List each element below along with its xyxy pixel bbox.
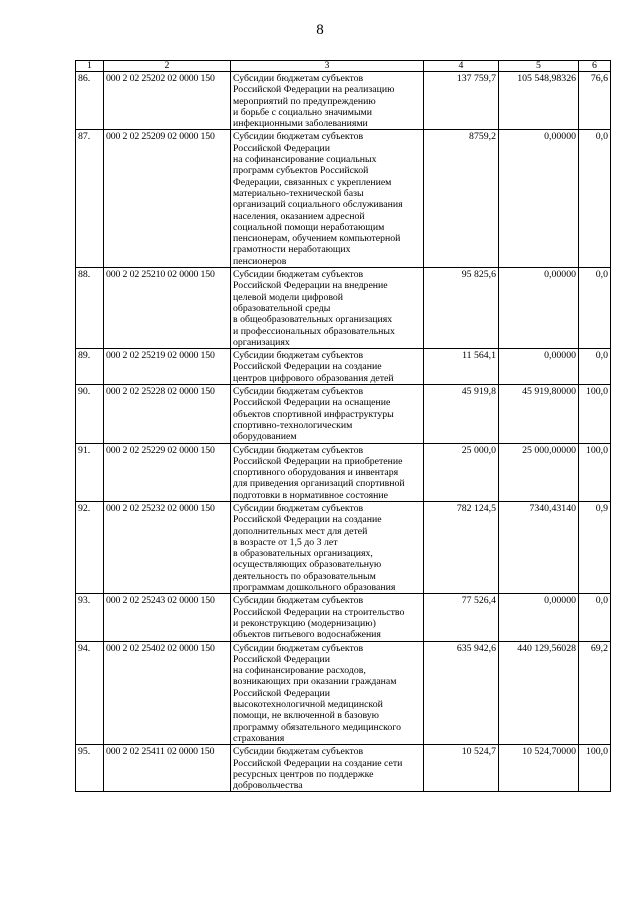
executed-amount: 0,00000 — [499, 130, 579, 268]
column-number-row — [76, 61, 611, 72]
table-row — [76, 130, 611, 268]
row-number: 89. — [76, 349, 104, 385]
approved-amount: 45 919,8 — [424, 385, 499, 443]
execution-percent: 0,9 — [579, 501, 611, 593]
table-row — [76, 641, 611, 745]
budget-code: 000 2 02 25228 02 0000 150 — [104, 385, 231, 443]
column-header: 4 — [424, 61, 499, 72]
revenue-description: Субсидии бюджетам субъектов Российской Федерации на внедрение целевой модели цифровой образовательной среды в общеобразовательных организациях и профессиональных образовательных организациях — [231, 268, 424, 349]
table-row — [76, 349, 611, 385]
execution-percent: 100,0 — [579, 745, 611, 792]
row-number: 87. — [76, 130, 104, 268]
row-number: 92. — [76, 501, 104, 593]
row-number: 91. — [76, 443, 104, 501]
table-row — [76, 385, 611, 443]
executed-amount: 45 919,80000 — [499, 385, 579, 443]
execution-percent: 0,0 — [579, 594, 611, 641]
execution-percent: 69,2 — [579, 641, 611, 745]
budget-code: 000 2 02 25210 02 0000 150 — [104, 268, 231, 349]
revenue-description: Субсидии бюджетам субъектов Российской Федерации на создание дополнительных мест для детей в возрасте от 1,5 до 3 лет в образовательных организациях, осуществляющих образовательную деятельность по образовательным программам дошкольного образования — [231, 501, 424, 593]
approved-amount: 635 942,6 — [424, 641, 499, 745]
table-row — [76, 745, 611, 792]
row-number: 88. — [76, 268, 104, 349]
executed-amount: 105 548,98326 — [499, 72, 579, 130]
column-header: 3 — [231, 61, 424, 72]
budget-code: 000 2 02 25243 02 0000 150 — [104, 594, 231, 641]
executed-amount: 440 129,56028 — [499, 641, 579, 745]
row-number: 95. — [76, 745, 104, 792]
approved-amount: 25 000,0 — [424, 443, 499, 501]
execution-percent: 100,0 — [579, 443, 611, 501]
table-row — [76, 268, 611, 349]
revenue-description: Субсидии бюджетам субъектов Российской Федерации на создание сети ресурсных центров по поддержке добровольчества — [231, 745, 424, 792]
approved-amount: 10 524,7 — [424, 745, 499, 792]
revenue-description: Субсидии бюджетам субъектов Российской Федерации на строительство и реконструкцию (модернизацию) объектов питьевого водоснабжения — [231, 594, 424, 641]
executed-amount: 0,00000 — [499, 594, 579, 641]
row-number: 93. — [76, 594, 104, 641]
executed-amount: 0,00000 — [499, 349, 579, 385]
table-row — [76, 72, 611, 130]
executed-amount: 25 000,00000 — [499, 443, 579, 501]
column-header: 5 — [499, 61, 579, 72]
budget-code: 000 2 02 25232 02 0000 150 — [104, 501, 231, 593]
budget-code: 000 2 02 25219 02 0000 150 — [104, 349, 231, 385]
row-number: 86. — [76, 72, 104, 130]
budget-table — [75, 60, 611, 792]
execution-percent: 100,0 — [579, 385, 611, 443]
revenue-description: Субсидии бюджетам субъектов Российской Федерации на софинансирование социальных программ субъектов Российской Федерации, связанных с укреплением материально-технической базы организаций социального обслуживания населения, оказанием адресной социальной помощи неработающим пенсионерам, обучением компьютерной грамотности неработающих пенсионеров — [231, 130, 424, 268]
execution-percent: 76,6 — [579, 72, 611, 130]
revenue-description: Субсидии бюджетам субъектов Российской Федерации на реализацию мероприятий по предупреждению и борьбе с социально значимыми инфекционными заболеваниями — [231, 72, 424, 130]
approved-amount: 782 124,5 — [424, 501, 499, 593]
column-header: 1 — [76, 61, 104, 72]
executed-amount: 10 524,70000 — [499, 745, 579, 792]
approved-amount: 8759,2 — [424, 130, 499, 268]
approved-amount: 95 825,6 — [424, 268, 499, 349]
revenue-description: Субсидии бюджетам субъектов Российской Федерации на софинансирование расходов, возникающих при оказании гражданам Российской Федерации высокотехнологичной медицинской помощи, не включенной в базовую программу обязательного медицинского страхования — [231, 641, 424, 745]
revenue-description: Субсидии бюджетам субъектов Российской Федерации на создание центров цифрового образования детей — [231, 349, 424, 385]
executed-amount: 7340,43140 — [499, 501, 579, 593]
page-number: 8 — [316, 22, 324, 38]
budget-code: 000 2 02 25202 02 0000 150 — [104, 72, 231, 130]
column-header: 6 — [579, 61, 611, 72]
budget-code: 000 2 02 25209 02 0000 150 — [104, 130, 231, 268]
revenue-description: Субсидии бюджетам субъектов Российской Федерации на оснащение объектов спортивной инфраструктуры спортивно-технологическим оборудованием — [231, 385, 424, 443]
execution-percent: 0,0 — [579, 268, 611, 349]
row-number: 90. — [76, 385, 104, 443]
executed-amount: 0,00000 — [499, 268, 579, 349]
revenue-description: Субсидии бюджетам субъектов Российской Федерации на приобретение спортивного оборудования и инвентаря для приведения организаций спортивной подготовки в нормативное состояние — [231, 443, 424, 501]
budget-code: 000 2 02 25229 02 0000 150 — [104, 443, 231, 501]
approved-amount: 77 526,4 — [424, 594, 499, 641]
approved-amount: 11 564,1 — [424, 349, 499, 385]
budget-code: 000 2 02 25402 02 0000 150 — [104, 641, 231, 745]
table-row — [76, 594, 611, 641]
budget-code: 000 2 02 25411 02 0000 150 — [104, 745, 231, 792]
approved-amount: 137 759,7 — [424, 72, 499, 130]
row-number: 94. — [76, 641, 104, 745]
column-header: 2 — [104, 61, 231, 72]
execution-percent: 0,0 — [579, 349, 611, 385]
table-row — [76, 443, 611, 501]
execution-percent: 0,0 — [579, 130, 611, 268]
table-row — [76, 501, 611, 593]
